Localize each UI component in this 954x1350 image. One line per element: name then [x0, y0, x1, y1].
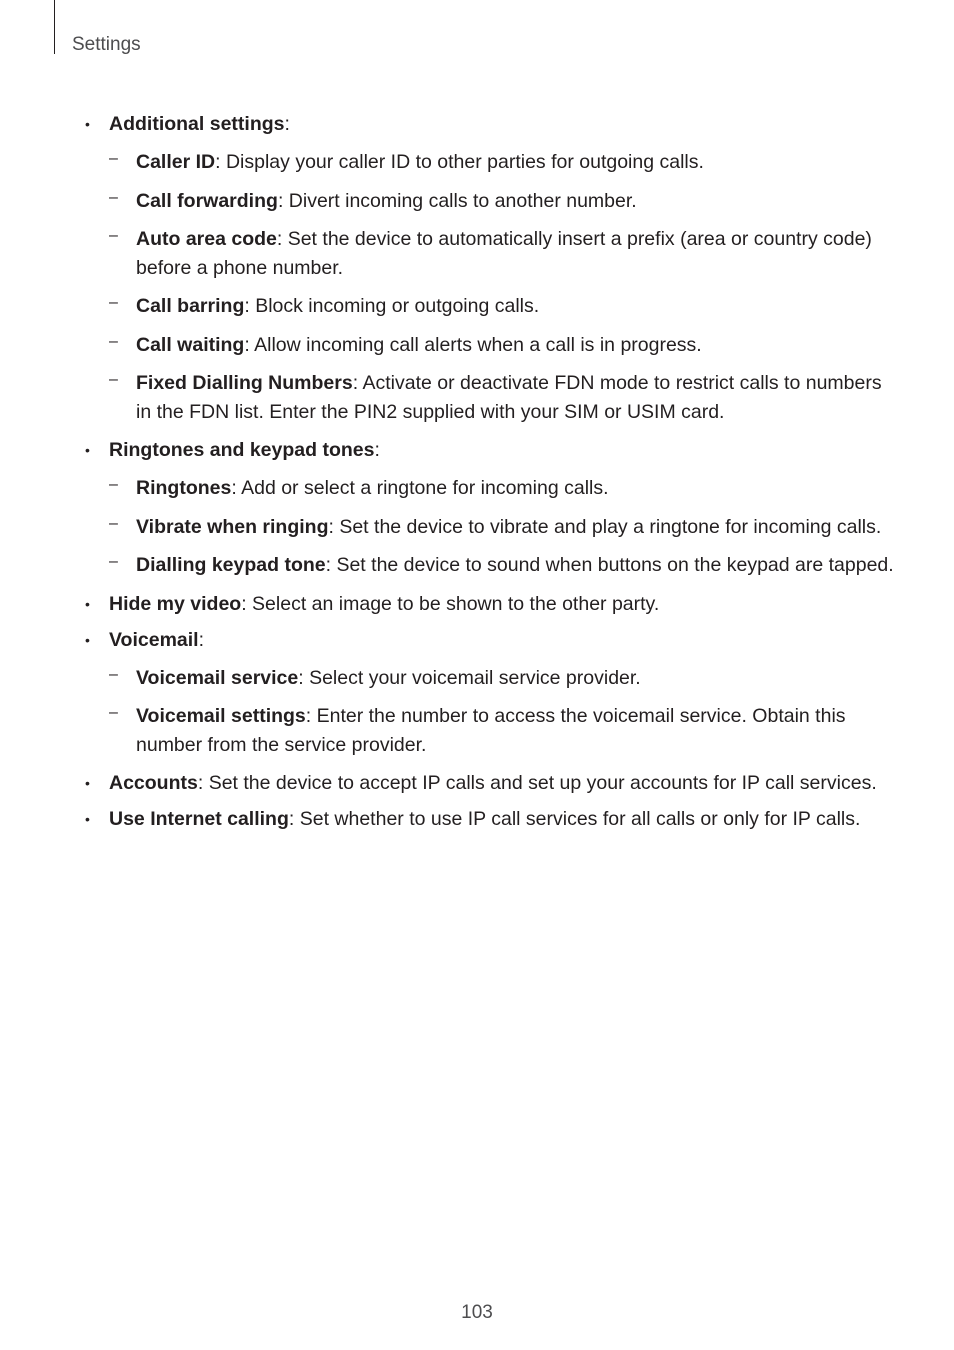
sub-setting-description: : Set the device to automatically insert a prefix (area or country code) before a phone number.: [136, 228, 872, 279]
setting-term: Hide my video: [109, 592, 242, 615]
sub-setting-description: : Set the device to vibrate and play a ringtone for incoming calls.: [328, 515, 882, 538]
sub-list: [109, 664, 894, 760]
dash-marker: –: [109, 294, 118, 311]
bullet-marker: •: [85, 811, 90, 827]
sub-setting-term: Fixed Dialling Numbers: [136, 372, 353, 394]
sub-setting-term: Caller ID: [136, 151, 216, 173]
bullet-marker: •: [85, 595, 90, 612]
setting-term: Additional settings: [109, 113, 285, 135]
list-item-text: [109, 626, 894, 654]
dash-marker: –: [109, 704, 118, 721]
sub-setting-term: Vibrate when ringing: [136, 515, 329, 538]
setting-description: : Set the device to accept IP calls and set up your accounts for IP call services.: [197, 772, 877, 794]
dash-marker: –: [109, 371, 118, 388]
page-number: 103: [461, 1302, 493, 1323]
settings-list: [0, 110, 954, 841]
sub-setting-term: Ringtones: [136, 477, 232, 499]
sub-setting-description: : Display your caller ID to other parties for outgoing calls.: [215, 151, 704, 173]
dash-marker: –: [109, 553, 118, 570]
sub-list-item: [109, 331, 894, 360]
sub-setting-term: Dialling keypad tone: [136, 554, 326, 576]
sub-list: [109, 474, 894, 580]
bullet-marker: •: [85, 775, 90, 791]
dash-marker: –: [109, 150, 118, 167]
dash-marker: –: [109, 476, 118, 493]
header-rule: [54, 0, 55, 54]
list-item-text: [109, 805, 894, 833]
sub-list-item: [109, 551, 894, 580]
setting-term: Voicemail: [109, 628, 199, 651]
sub-list-item: [109, 292, 894, 321]
list-item: [0, 805, 954, 833]
list-item-text: [109, 436, 894, 464]
list-item: [0, 626, 954, 760]
sub-setting-term: Voicemail settings: [136, 705, 306, 727]
sub-list-item: [109, 474, 894, 503]
sub-setting-term: Auto area code: [136, 228, 277, 250]
sub-list-item: [109, 148, 894, 177]
sub-setting-description: : Block incoming or outgoing calls.: [244, 295, 540, 317]
list-item: [0, 436, 954, 580]
list-item-text: [109, 769, 894, 797]
sub-setting-description: : Select your voicemail service provider.: [298, 666, 641, 689]
setting-description: :: [284, 113, 290, 135]
dash-marker: –: [109, 665, 118, 683]
bullet-marker: •: [85, 631, 90, 648]
list-item: [0, 590, 954, 618]
dash-marker: –: [109, 227, 118, 244]
setting-description: :: [374, 439, 380, 461]
sub-list-item: [109, 187, 894, 216]
setting-description: : Select an image to be shown to the other party.: [241, 592, 660, 615]
sub-setting-description: : Add or select a ringtone for incoming calls.: [231, 477, 609, 499]
list-item-text: [109, 110, 894, 138]
section-title: Settings: [72, 34, 141, 55]
dash-marker: –: [109, 514, 118, 532]
sub-setting-description: : Divert incoming calls to another number.: [277, 189, 637, 212]
sub-list-item: [109, 369, 894, 426]
sub-setting-term: Call barring: [136, 295, 245, 317]
list-item-text: [109, 590, 894, 618]
sub-setting-description: : Allow incoming call alerts when a call is in progress.: [244, 333, 702, 356]
sub-list-item: [109, 225, 894, 282]
sub-list-item: [109, 513, 894, 542]
sub-setting-term: Call waiting: [136, 333, 245, 356]
sub-setting-term: Call forwarding: [136, 189, 278, 212]
setting-description: : Set whether to use IP call services for all calls or only for IP calls.: [288, 808, 861, 830]
list-item: [0, 769, 954, 797]
sub-setting-description: : Set the device to sound when buttons on the keypad are tapped.: [325, 554, 894, 576]
bullet-marker: •: [85, 442, 90, 458]
setting-term: Ringtones and keypad tones: [109, 439, 375, 461]
sub-list-item: [109, 664, 894, 693]
setting-term: Use Internet calling: [109, 808, 289, 830]
sub-setting-description: : Activate or deactivate FDN mode to restrict calls to numbers in the FDN list. Enter the PIN2 supplied with your SIM or USIM card.: [136, 372, 882, 423]
dash-marker: –: [109, 188, 118, 206]
list-item: [0, 110, 954, 426]
sub-setting-term: Voicemail service: [136, 666, 299, 689]
setting-term: Accounts: [109, 772, 198, 794]
bullet-marker: •: [85, 116, 90, 132]
setting-description: :: [198, 628, 205, 651]
sub-list: [109, 148, 894, 426]
sub-setting-description: : Enter the number to access the voicemail service. Obtain this number from the service provider.: [136, 705, 846, 756]
dash-marker: –: [109, 332, 118, 350]
sub-list-item: [109, 702, 894, 759]
